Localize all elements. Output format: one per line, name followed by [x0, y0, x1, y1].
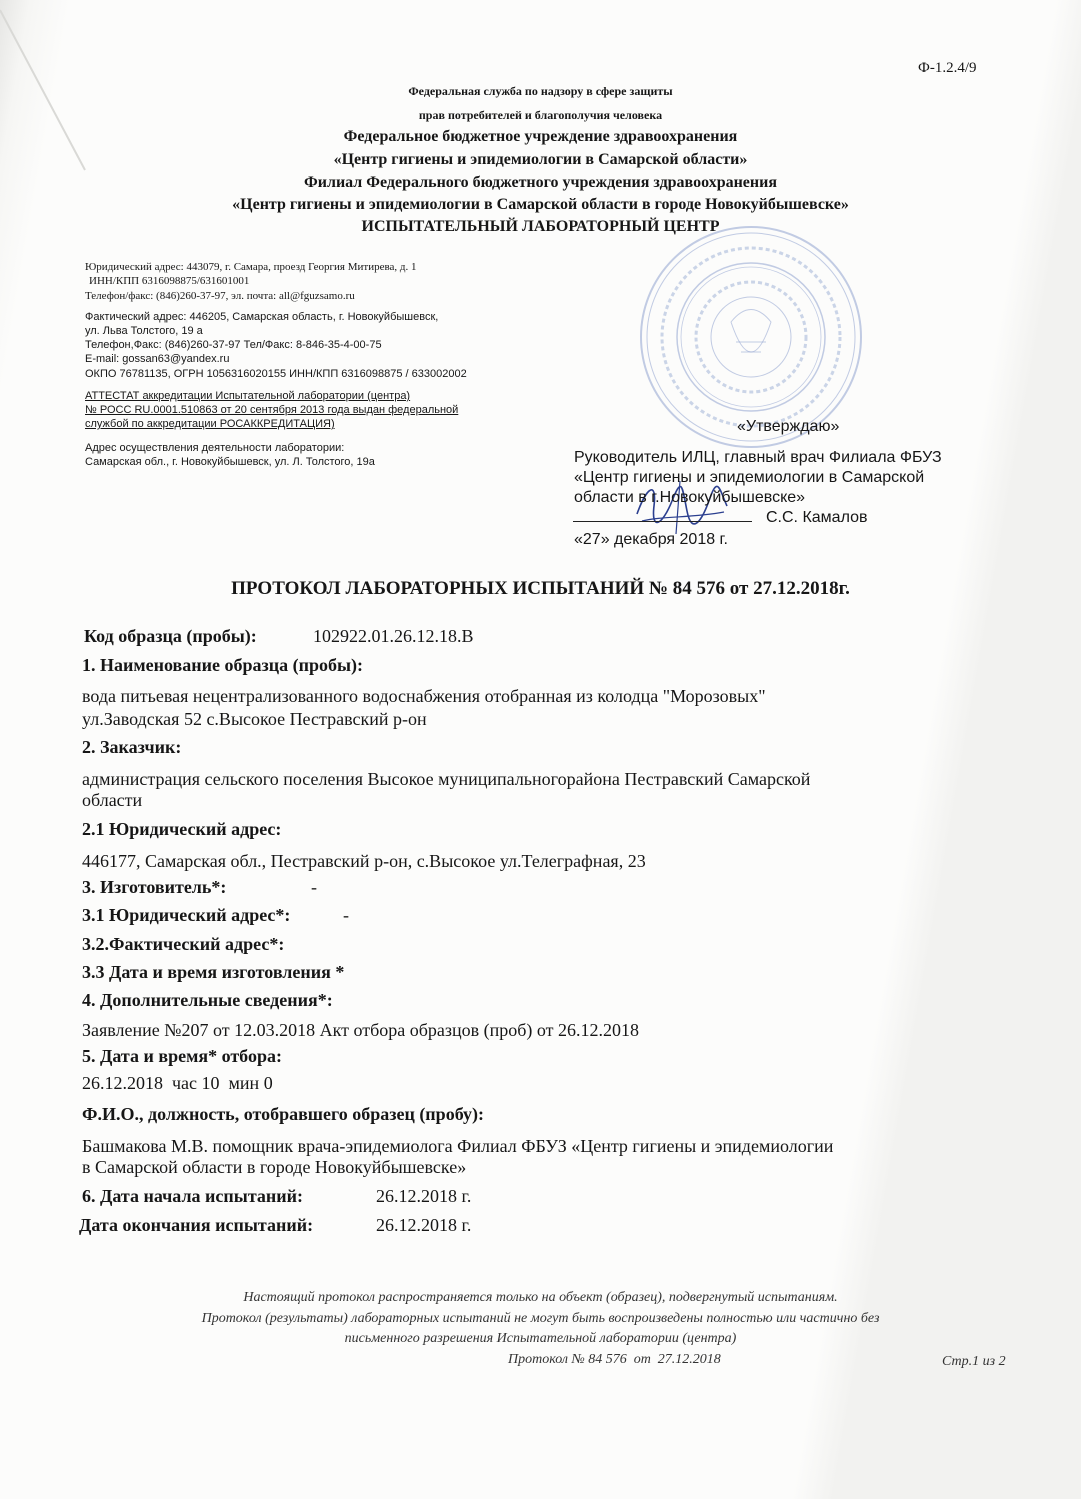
test-end-value: 26.12.2018 г. — [376, 1215, 472, 1235]
sampler-line2: в Самарской области в городе Новокуйбышевске» — [82, 1157, 467, 1177]
sampling-date-value: 26.12.2018 час 10 мин 0 — [82, 1073, 273, 1093]
sample-name-label: 1. Наименование образца (пробы): — [82, 655, 364, 675]
approval-date: «27» декабря 2018 г. — [574, 531, 728, 548]
attestat-line1: АТТЕСТАТ аккредитации Испытательной лаборатории (центра) — [85, 390, 411, 402]
sample-code-value: 102922.01.26.12.18.В — [313, 626, 474, 646]
actual-address-line2: ул. Льва Толстого, 19 а — [85, 325, 203, 337]
footer-protocol-reference: Протокол № 84 576 от 27.12.2018 — [508, 1352, 721, 1367]
service-name-line1: Федеральная служба по надзору в сфере защиты — [408, 84, 673, 98]
page-number: Стр.1 из 2 — [942, 1354, 1006, 1369]
actual-address-line5: ОКПО 76781135, ОГРН 1056316020155 ИНН/КПП 6316098875 / 633002002 — [85, 368, 467, 380]
actual-address-line4: E-mail: gossan63@yandex.ru — [85, 353, 230, 365]
activity-address-line2: Самарская обл., г. Новокуйбышевск, ул. Л. Толстого, 19а — [85, 456, 375, 468]
manufacturer-actual-address-label: 3.2.Фактический адрес*: — [82, 934, 285, 954]
footer-disclaimer-line2: Протокол (результаты) лабораторных испытаний не могут быть воспроизведены полностью или частично без — [201, 1311, 880, 1326]
customer-label: 2. Заказчик: — [82, 737, 182, 757]
sampler-label: Ф.И.О., должность, отобравшего образец (пробу): — [82, 1104, 484, 1124]
form-code: Ф-1.2.4/9 — [918, 60, 977, 76]
legal-address-line2: ИНН/КПП 6316098875/631601001 — [89, 275, 250, 287]
protocol-title: ПРОТОКОЛ ЛАБОРАТОРНЫХ ИСПЫТАНИЙ № 84 576 от 27.12.2018г. — [231, 578, 850, 599]
approver-position-line2: «Центр гигиены и эпидемиологии в Самарской — [574, 469, 925, 486]
approver-position-line3: области в г.Новокуйбышевске» — [574, 489, 806, 506]
approver-name: С.С. Камалов — [766, 509, 868, 526]
sampler-line1: Башмакова М.В. помощник врача-эпидемиолога Филиал ФБУЗ «Центр гигиены и эпидемиологии — [82, 1136, 834, 1156]
actual-address-line1: Фактический адрес: 446205, Самарская область, г. Новокуйбышевск, — [85, 311, 439, 323]
additional-info-value: Заявление №207 от 12.03.2018 Акт отбора образцов (проб) от 26.12.2018 — [82, 1020, 640, 1040]
attestat-line2: № РОСС RU.0001.510863 от 20 сентября 2013 года выдан федеральной — [85, 404, 459, 416]
lab-center-title: ИСПЫТАТЕЛЬНЫЙ ЛАБОРАТОРНЫЙ ЦЕНТР — [361, 218, 720, 235]
manufacturer-legal-address-value: - — [343, 905, 349, 925]
test-end-label: Дата окончания испытаний: — [79, 1215, 314, 1235]
manufacturer-legal-address-label: 3.1 Юридический адрес*: — [82, 905, 291, 925]
branch-name-line1: Филиал Федерального бюджетного учреждения здравоохранения — [304, 174, 777, 191]
activity-address-line1: Адрес осуществления деятельности лаборатории: — [85, 442, 345, 454]
additional-info-label: 4. Дополнительные сведения*: — [82, 990, 333, 1010]
approve-label: «Утверждаю» — [737, 418, 840, 435]
footer-disclaimer-line1: Настоящий протокол распространяется только на объект (образец), подвергнутый испытаниям. — [243, 1290, 838, 1305]
customer-address-value: 446177, Самарская обл., Пестравский р-он, с.Высокое ул.Телеграфная, 23 — [82, 851, 646, 871]
approver-position-line1: Руководитель ИЛЦ, главный врач Филиала ФБУЗ — [574, 449, 942, 466]
customer-address-label: 2.1 Юридический адрес: — [82, 819, 282, 839]
signature-line — [573, 521, 752, 522]
manufacture-date-label: 3.3 Дата и время изготовления * — [82, 962, 345, 982]
test-start-label: 6. Дата начала испытаний: — [82, 1186, 303, 1206]
actual-address-line3: Телефон,Факс: (846)260-37-97 Тел/Факс: 8-846-35-4-00-75 — [85, 339, 382, 351]
attestat-line3: службой по аккредитации РОСАККРЕДИТАЦИЯ) — [85, 418, 335, 430]
service-name-line2: прав потребителей и благополучия человека — [418, 108, 663, 122]
org-name-line2: «Центр гигиены и эпидемиологии в Самарской области» — [333, 151, 748, 168]
branch-name-line2: «Центр гигиены и эпидемиологии в Самарской области в городе Новокуйбышевске» — [232, 196, 849, 213]
customer-line1: администрация сельского поселения Высокое муниципальногорайона Пестравский Самарской — [82, 769, 811, 789]
org-name-line1: Федеральное бюджетное учреждение здравоохранения — [343, 128, 738, 145]
manufacturer-value: - — [311, 877, 317, 897]
footer-disclaimer-line3: письменного разрешения Испытательной лаборатории (центра) — [344, 1331, 737, 1346]
customer-line2: области — [82, 790, 143, 810]
legal-address-line3: Телефон/факс: (846)260-37-97, эл. почта: all@fguzsamo.ru — [85, 290, 355, 302]
sample-name-line2: ул.Заводская 52 с.Высокое Пестравский р-он — [82, 709, 427, 729]
sample-name-line1: вода питьевая нецентрализованного водоснабжения отобранная из колодца "Морозовых" — [82, 686, 766, 706]
legal-address-line1: Юридический адрес: 443079, г. Самара, проезд Георгия Митирева, д. 1 — [85, 261, 417, 273]
sampling-date-label: 5. Дата и время* отбора: — [82, 1046, 282, 1066]
test-start-value: 26.12.2018 г. — [376, 1186, 472, 1206]
manufacturer-label: 3. Изготовитель*: — [82, 877, 227, 897]
sample-code-label: Код образца (пробы): — [84, 626, 257, 646]
